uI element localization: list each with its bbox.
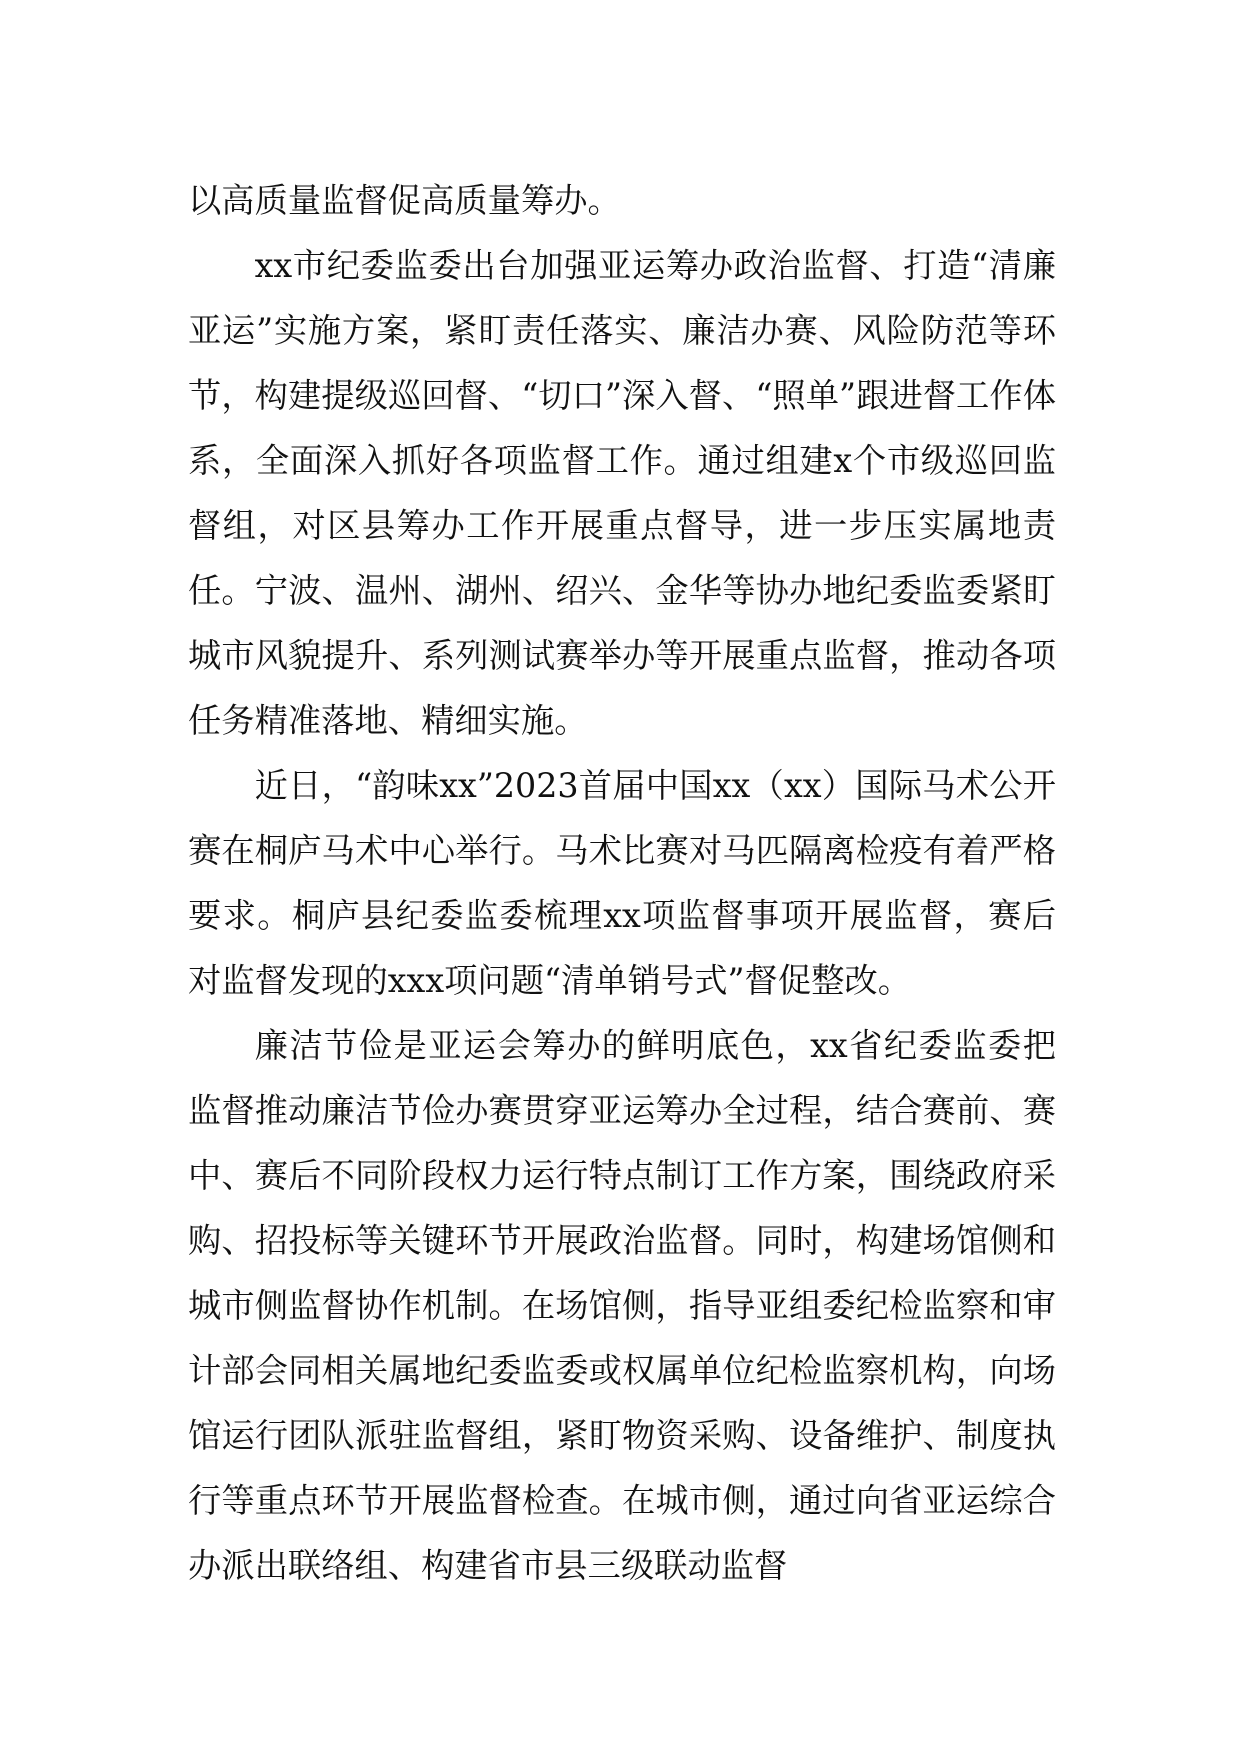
paragraph-frugal-games: 廉洁节俭是亚运会筹办的鲜明底色，xx省纪委监委把监督推动廉洁节俭办赛贯穿亚运筹办全过程，结合赛前、赛中、赛后不同阶段权力运行特点制订工作方案，围绕政府采购、招投标等关键环节开展政治监督。同时，构建场馆侧和城市侧监督协作机制。在场馆侧，指导亚组委纪检监察和审计部会同相关属地纪委监委或权属单位纪检监察机构，向场馆运行团队派驻监督组，紧盯物资采购、设备维护、制度执行等重点环节开展监督检查。在城市侧，通过向省亚运综合办派出联络组、构建省市县三级联动监督 xyxy=(188,1026,1056,1585)
paragraph-city-supervision: xx市纪委监委出台加强亚运筹办政治监督、打造“清廉亚运”实施方案，紧盯责任落实、廉洁办赛、风险防范等环节，构建提级巡回督、“切口”深入督、“照单”跟进督工作体系，全面深入抓好各项监督工作。通过组建x个市级巡回监督组，对区县筹办工作开展重点督导，进一步压实属地责任。宁波、温州、湖州、绍兴、金华等协办地纪委监委紧盯城市风貌提升、系列测试赛举办等开展重点监督，推动各项任务精准落地、精细实施。 xyxy=(188,246,1056,740)
document-body xyxy=(188,168,1056,1598)
paragraph-continuation: 以高质量监督促高质量筹办。 xyxy=(188,181,621,220)
paragraph-equestrian-open: 近日，“韵味xx”2023首届中国xx（xx）国际马术公开赛在桐庐马术中心举行。马术比赛对马匹隔离检疫有着严格要求。桐庐县纪委监委梳理xx项监督事项开展监督，赛后对监督发现的xxx项问题“清单销号式”督促整改。 xyxy=(188,766,1056,1000)
